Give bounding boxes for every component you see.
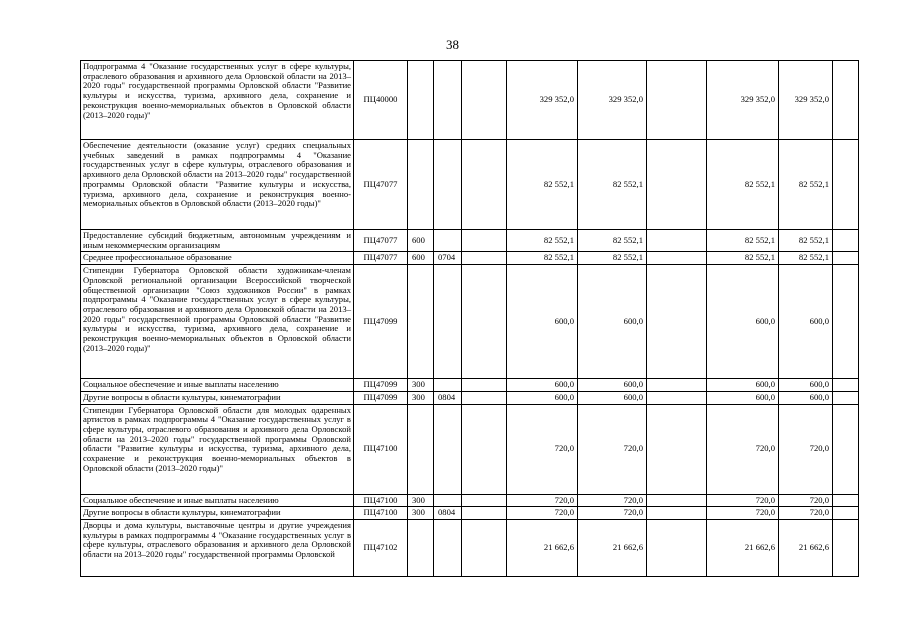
target-article-code: ПЦ47102 (354, 519, 408, 576)
target-article-code: ПЦ40000 (354, 61, 408, 140)
section-code (434, 404, 462, 494)
amount-cell: 82 552,1 (507, 140, 578, 230)
table-row (81, 519, 859, 576)
amount-cell: 21 662,6 (707, 519, 779, 576)
expense-type-code: 600 (408, 230, 434, 252)
amount-cell: 329 352,0 (707, 61, 779, 140)
amount-cell: 600,0 (578, 379, 647, 392)
amount-cell: 600,0 (779, 391, 833, 404)
amount-cell (833, 140, 859, 230)
amount-cell: 600,0 (507, 391, 578, 404)
table-row (81, 391, 859, 404)
target-article-code: ПЦ47100 (354, 507, 408, 520)
amount-cell (462, 265, 507, 379)
target-article-code: ПЦ47077 (354, 140, 408, 230)
section-code (434, 140, 462, 230)
expense-type-code: 300 (408, 494, 434, 507)
amount-cell: 82 552,1 (507, 252, 578, 265)
expense-type-code (408, 265, 434, 379)
section-code: 0704 (434, 252, 462, 265)
amount-cell (833, 230, 859, 252)
amount-cell (833, 391, 859, 404)
expense-type-code (408, 404, 434, 494)
table-row (81, 61, 859, 140)
amount-cell (647, 252, 707, 265)
amount-cell: 720,0 (779, 494, 833, 507)
section-code: 0804 (434, 391, 462, 404)
amount-cell: 329 352,0 (507, 61, 578, 140)
amount-cell (462, 494, 507, 507)
amount-cell: 600,0 (578, 391, 647, 404)
amount-cell: 82 552,1 (779, 230, 833, 252)
expense-type-code (408, 140, 434, 230)
section-code (434, 61, 462, 140)
amount-cell: 720,0 (707, 404, 779, 494)
amount-cell (833, 519, 859, 576)
target-article-code: ПЦ47077 (354, 252, 408, 265)
expense-type-code: 300 (408, 507, 434, 520)
amount-cell: 600,0 (707, 265, 779, 379)
table-row (81, 230, 859, 252)
amount-cell (462, 61, 507, 140)
amount-cell (833, 252, 859, 265)
row-description: Дворцы и дома культуры, выставочные центры и другие учреждения культуры в рамках подпрограммы 4 "Оказание государственных услуг в сфере культуры, отраслевого образования и архивного дела Орловской области на 2013–2020 годы" государственной программы Орловской (81, 519, 354, 576)
amount-cell (647, 61, 707, 140)
section-code (434, 265, 462, 379)
amount-cell: 600,0 (707, 379, 779, 392)
amount-cell: 82 552,1 (779, 252, 833, 265)
amount-cell (833, 494, 859, 507)
amount-cell: 720,0 (779, 507, 833, 520)
expense-type-code: 300 (408, 391, 434, 404)
section-code (434, 494, 462, 507)
row-description: Обеспечение деятельности (оказание услуг) средних специальных учебных заведений в рамках подпрограммы 4 "Оказание государственных услуг в сфере культуры, отраслевого образования и архивного дела Орловской области на 2013–2020 годы" государственной программы Орловской области "Развитие культуры и искусства, туризма, архивного дела, сохранение и реконструкция военно-мемориальных объектов в Орловской области (2013–2020 годы)" (81, 140, 354, 230)
page-number: 38 (446, 37, 459, 52)
table-body (81, 61, 859, 577)
amount-cell (647, 391, 707, 404)
amount-cell: 82 552,1 (507, 230, 578, 252)
target-article-code: ПЦ47100 (354, 404, 408, 494)
target-article-code: ПЦ47077 (354, 230, 408, 252)
target-article-code: ПЦ47099 (354, 265, 408, 379)
amount-cell (647, 230, 707, 252)
amount-cell (647, 519, 707, 576)
amount-cell: 720,0 (507, 494, 578, 507)
section-code (434, 519, 462, 576)
row-description: Предоставление субсидий бюджетным, автономным учреждениям и иным некоммерческим организациям (81, 230, 354, 252)
target-article-code: ПЦ47100 (354, 494, 408, 507)
table-row (81, 494, 859, 507)
amount-cell: 329 352,0 (578, 61, 647, 140)
amount-cell: 82 552,1 (707, 230, 779, 252)
row-description: Подпрограмма 4 "Оказание государственных услуг в сфере культуры, отраслевого образования и архивного дела Орловской области на 2013–2020 годы" государственной программы Орловской области "Развитие культуры и искусства, туризма, архивного дела, сохранение и реконструкция военно-мемориальных объектов в Орловской области (2013–2020 годы)" (81, 61, 354, 140)
amount-cell: 82 552,1 (578, 230, 647, 252)
row-description: Стипендии Губернатора Орловской области для молодых одаренных артистов в рамках подпрограммы 4 "Оказание государственных услуг в сфере культуры, отраслевого образования и архивного дела Орловской области на 2013–2020 годы" государственной программы Орловской области "Развитие культуры и искусства, туризма, архивного дела, сохранение и реконструкция военно-мемориальных объектов в Орловской области (2013–2020 годы)" (81, 404, 354, 494)
row-description: Другие вопросы в области культуры, кинематографии (81, 507, 354, 520)
section-code: 0804 (434, 507, 462, 520)
amount-cell: 21 662,6 (578, 519, 647, 576)
amount-cell: 600,0 (779, 379, 833, 392)
table-row (81, 265, 859, 379)
amount-cell: 82 552,1 (707, 252, 779, 265)
amount-cell (462, 230, 507, 252)
amount-cell (462, 379, 507, 392)
amount-cell: 720,0 (707, 494, 779, 507)
amount-cell: 82 552,1 (578, 252, 647, 265)
amount-cell (647, 265, 707, 379)
amount-cell: 82 552,1 (578, 140, 647, 230)
amount-cell (833, 265, 859, 379)
amount-cell: 21 662,6 (507, 519, 578, 576)
amount-cell: 82 552,1 (707, 140, 779, 230)
expense-type-code: 600 (408, 252, 434, 265)
amount-cell (833, 61, 859, 140)
amount-cell: 600,0 (707, 391, 779, 404)
amount-cell (833, 507, 859, 520)
target-article-code: ПЦ47099 (354, 391, 408, 404)
row-description: Стипендии Губернатора Орловской области художникам-членам Орловской региональной организации Всероссийской творческой общественной организации "Союз художников России" в рамках подпрограммы 4 "Оказание государственных услуг в сфере культуры, отраслевого образования и архивного дела Орловской области на 2013–2020 годы" государственной программы Орловской области "Развитие культуры и искусства, туризма, архивного дела, сохранение и реконструкция военно-мемориальных объектов в Орловской области (2013–2020 годы)" (81, 265, 354, 379)
amount-cell (462, 519, 507, 576)
amount-cell (462, 252, 507, 265)
amount-cell (462, 404, 507, 494)
amount-cell (647, 140, 707, 230)
expense-type-code (408, 519, 434, 576)
table-row (81, 252, 859, 265)
amount-cell (833, 404, 859, 494)
row-description: Социальное обеспечение и иные выплаты населению (81, 494, 354, 507)
amount-cell: 720,0 (779, 404, 833, 494)
target-article-code: ПЦ47099 (354, 379, 408, 392)
amount-cell (462, 391, 507, 404)
section-code (434, 230, 462, 252)
amount-cell (647, 507, 707, 520)
row-description: Среднее профессиональное образование (81, 252, 354, 265)
table-row (81, 507, 859, 520)
table-row (81, 379, 859, 392)
amount-cell (647, 494, 707, 507)
amount-cell (462, 140, 507, 230)
budget-table (80, 60, 859, 577)
row-description: Социальное обеспечение и иные выплаты населению (81, 379, 354, 392)
amount-cell (647, 404, 707, 494)
amount-cell: 720,0 (578, 404, 647, 494)
expense-type-code (408, 61, 434, 140)
amount-cell: 329 352,0 (779, 61, 833, 140)
row-description: Другие вопросы в области культуры, кинематографии (81, 391, 354, 404)
table-row (81, 140, 859, 230)
expense-type-code: 300 (408, 379, 434, 392)
amount-cell (647, 379, 707, 392)
amount-cell: 600,0 (507, 265, 578, 379)
amount-cell: 720,0 (578, 507, 647, 520)
section-code (434, 379, 462, 392)
amount-cell (462, 507, 507, 520)
amount-cell: 600,0 (779, 265, 833, 379)
amount-cell: 720,0 (507, 507, 578, 520)
amount-cell: 720,0 (707, 507, 779, 520)
amount-cell: 720,0 (507, 404, 578, 494)
amount-cell: 21 662,6 (779, 519, 833, 576)
amount-cell: 600,0 (578, 265, 647, 379)
amount-cell: 720,0 (578, 494, 647, 507)
amount-cell (833, 379, 859, 392)
amount-cell: 82 552,1 (779, 140, 833, 230)
table-row (81, 404, 859, 494)
amount-cell: 600,0 (507, 379, 578, 392)
